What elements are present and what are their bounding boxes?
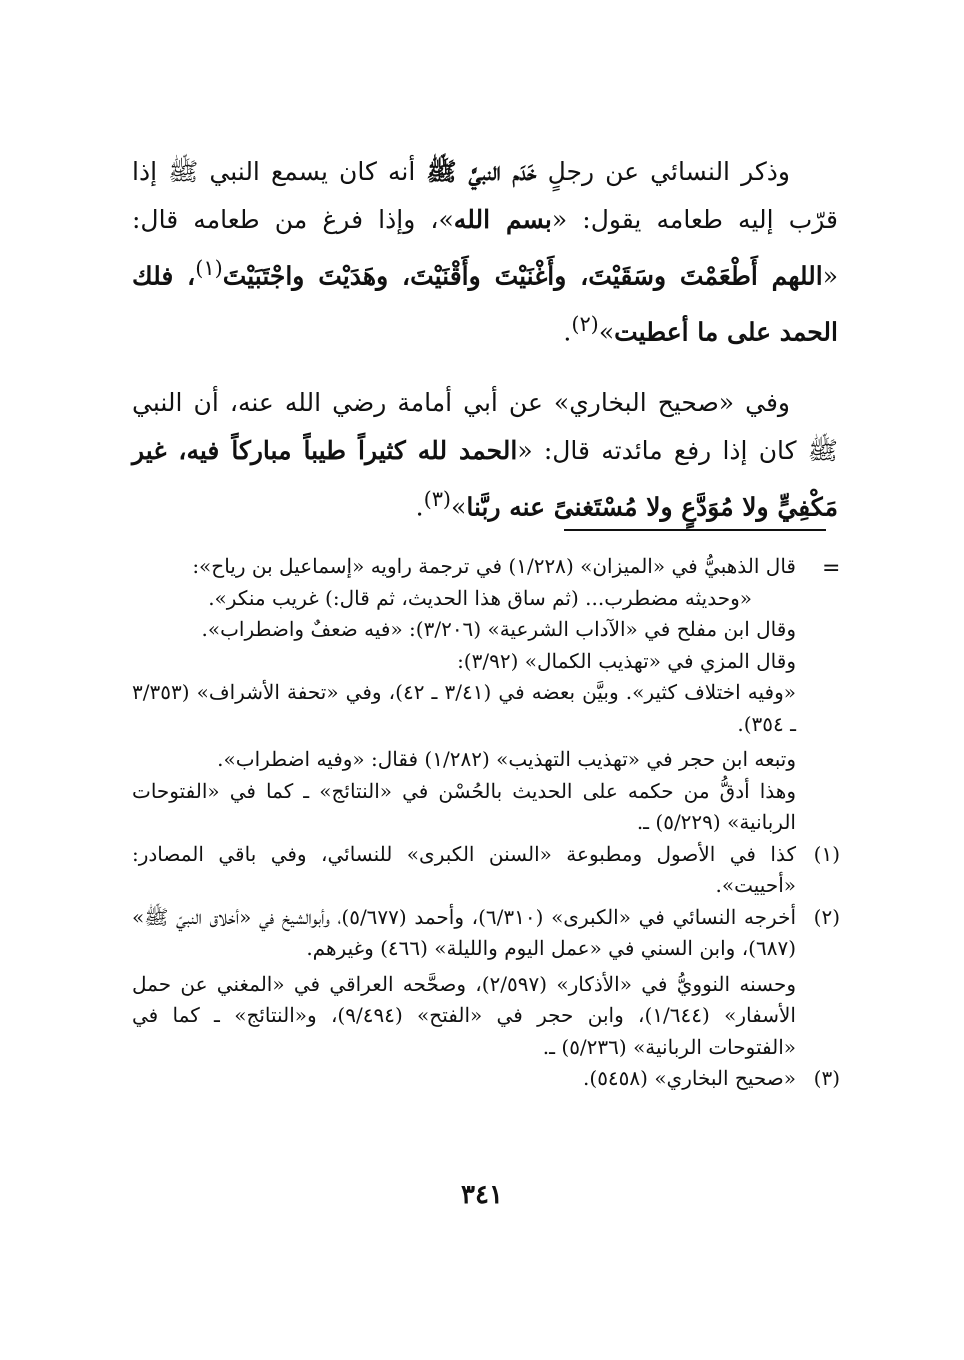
- footnote-text: أخرجه النسائي في «الكبرى» (٦/٣١٠)، وأحمد (٥/٦٧٧)، وأبوالشيخ في «أخلاق النبيّ ﷺ» (٦٨٧)، وابن السني في «عمل اليوم والليلة» (٤٦٦) وغيرهم.: [132, 904, 796, 960]
- footnote-line: وتبعه ابن حجر في «تهذيب التهذيب» (١/٢٨٢) فقال: «وفيه اضطراب».: [217, 747, 796, 771]
- footnote-separator: [564, 529, 826, 531]
- footnote-continued-2: [132, 744, 840, 839]
- footnote-text: «صحيح البخاري» (٥٤٥٨).: [583, 1066, 796, 1090]
- main-text: [132, 148, 838, 531]
- footnote-ref-1[interactable]: (١): [195, 256, 223, 280]
- bold-text-run: ، فلك الحمد على ما أعطيت: [132, 261, 838, 347]
- footnote-line: وهذا أدقُّ من حكمه على الحديث بالحُسْن في «النتائج» ـ كما في «الفتوحات الربانية» (٥/٢٢٩) ـ.: [132, 778, 796, 834]
- footnote-line: «وحديثه مضطرب... (ثم ساق هذا الحديث، ثم قال:) غريب منكر».: [208, 585, 752, 610]
- continuation-mark: =: [822, 556, 841, 581]
- footnote-3: [132, 1063, 840, 1095]
- footnote-number: (١): [813, 841, 840, 866]
- text-run: »: [451, 491, 467, 521]
- footnote-number: (٣): [813, 1066, 840, 1090]
- page-number: ٣٤١: [461, 1180, 503, 1210]
- footnote-line: قال الذهبيُّ في «الميزان» (١/٢٢٨) في ترجمة راويه «إسماعيل بن رياح»:: [192, 554, 796, 578]
- footnote-continued: [132, 551, 840, 677]
- text-run: وفي «صحيح البخاري» عن أبي أمامة رضي الله عنه، أن النبي ﷺ كان إذا رفع مائدته قال: «: [132, 387, 839, 465]
- footnote-text: وحسنه النوويُّ في «الأذكار» (٢/٥٩٧)، وصحَّحه العراقي في «المغني عن حمل الأسفار» (١/٦٤٤)، وابن حجر في «الفتح» (٩/٤٩٤)، و«النتائج» ـ كما في «الفتوحات الربانية» (٥/٢٣٦) ـ.: [132, 971, 796, 1059]
- footnote-2-continued: [132, 969, 840, 1064]
- footnote-text: «وفيه اختلاف كثير». وبيَّن بعضه في (٣/٤١ ـ ٤٢)، وفي «تحفة الأشراف» (٣/٣٥٣ ـ ٣٥٤).: [132, 680, 797, 736]
- footnotes: [132, 551, 840, 1095]
- footnote-ref-2[interactable]: (٢): [571, 312, 599, 337]
- paragraph-2: [132, 379, 838, 531]
- footnote-line: وقال ابن مفلح في «الآداب الشرعية» (٣/٢٠٦): «فيه ضعفٌ واضطراب».: [201, 617, 796, 641]
- bold-text-run: خَدَم النبيَّ ﷺ: [426, 157, 537, 186]
- footnote-2: [132, 902, 840, 965]
- footnote-number: (٢): [813, 904, 840, 929]
- bold-text-run: الحمد لله كثيراً طيباً مباركاً فيه، غير مَكْفِيٍّ ولا مُوَدَّعٍ ولا مُسْتَغنىً عنه ربَّنا: [132, 435, 838, 521]
- footnote-line: وقال المزي في «تهذيب الكمال» (٣/٩٢):: [457, 648, 796, 673]
- text-run: وذكر النسائي عن رجلٍ: [536, 157, 790, 186]
- footnote-text: كذا في الأصول ومطبوعة «السنن الكبرى» للنسائي، وفي باقي المصادر: «أحييت».: [132, 841, 796, 897]
- footnote-line: [132, 677, 840, 740]
- footnote-ref-3[interactable]: (٣): [423, 486, 452, 511]
- footnote-1: [132, 839, 840, 902]
- text-run: »: [598, 317, 615, 347]
- bold-text-run: بسم الله: [453, 205, 552, 234]
- text-run: .: [563, 317, 572, 347]
- text-run: .: [415, 491, 424, 521]
- text-run: أنه كان يسمع النبي ﷺ إذا قرّب إليه طعامه يقول: «: [132, 157, 838, 234]
- paragraph-1: [132, 148, 838, 357]
- text-run: »، وإذا فرغ من طعامه قال: «: [132, 205, 838, 291]
- bold-text-run: اللهم أَطْعَمْتَ وسَقَيْتَ، وأَغْنَيْتَ وأَقْنَيْتَ، وهَدَيْتَ واجْتَبَيْتَ: [222, 261, 823, 291]
